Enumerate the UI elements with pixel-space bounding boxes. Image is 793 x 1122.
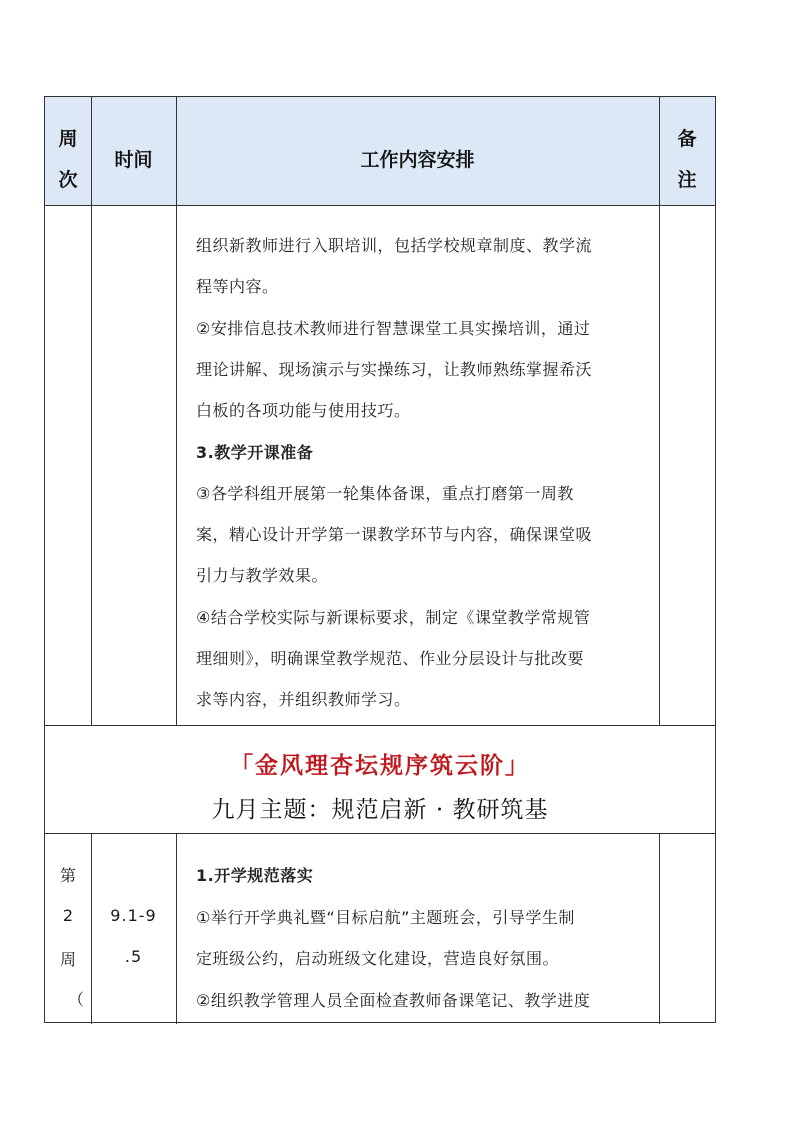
- text-line: 白板的各项功能与使用技巧。: [196, 401, 411, 421]
- text-line: 求等内容，并组织教师学习。: [196, 690, 411, 710]
- header-note-2: 注: [677, 169, 697, 191]
- col-divider-content-2: [659, 833, 660, 1024]
- text-line: 3.教学开课准备: [196, 442, 314, 462]
- text-line: ②组织教学管理人员全面检查教师备课笔记、教学进度: [196, 990, 591, 1010]
- row2-time-2: .5: [124, 947, 143, 966]
- schedule-table: [44, 96, 716, 1023]
- text-line: 定班级公约，启动班级文化建设，营造良好氛围。: [196, 949, 560, 968]
- row2-time-1: 9.1-9: [110, 906, 157, 925]
- text-line: 程等内容。: [196, 277, 279, 297]
- row-divider-1: [45, 725, 715, 726]
- header-week-1: 周: [58, 128, 78, 150]
- text-line: 1.开学规范落实: [196, 866, 314, 885]
- banner-title: 「金风理杏坛规序筑云阶」: [230, 752, 530, 779]
- text-line: ③各学科组开展第一轮集体备课，重点打磨第一周教: [196, 483, 574, 503]
- row2-week-3: 周: [59, 950, 76, 969]
- text-line: ④结合学校实际与新课标要求，制定《课堂教学常规管: [196, 607, 591, 627]
- text-line: 引力与教学效果。: [196, 566, 329, 586]
- text-line: ①举行开学典礼暨“目标启航”主题班会，引导学生制: [196, 907, 575, 927]
- text-line: 案，精心设计开学第一课教学环节与内容，确保课堂吸: [196, 525, 593, 545]
- col-divider-time-2: [176, 833, 177, 1024]
- header-note-1: 备: [677, 128, 697, 150]
- text-line: 理论讲解、现场演示与实操练习，让教师熟练掌握希沃: [196, 359, 593, 379]
- row2-week-2: 2: [62, 906, 74, 925]
- header-time: 时间: [114, 149, 153, 171]
- banner-subtitle: 九月主题：规范启新 · 教研筑基: [211, 797, 549, 823]
- row2-week-1: 第: [59, 866, 76, 885]
- header-divider: [45, 205, 715, 206]
- text-line: 组织新教师进行入职培训，包括学校规章制度、教学流: [196, 236, 593, 255]
- col-divider-week: [91, 97, 92, 725]
- text-line: ②安排信息技术教师进行智慧课堂工具实操培训，通过: [196, 318, 591, 338]
- row2-week-4: （: [67, 990, 84, 1009]
- text-line: 理细则》，明确课堂教学规范、作业分层设计与批改要: [196, 649, 585, 668]
- header-week-2: 次: [58, 169, 78, 191]
- col-divider-week-2: [91, 833, 92, 1024]
- col-divider-time: [176, 97, 177, 725]
- row-divider-2: [45, 833, 715, 834]
- header-content: 工作内容安排: [360, 149, 475, 171]
